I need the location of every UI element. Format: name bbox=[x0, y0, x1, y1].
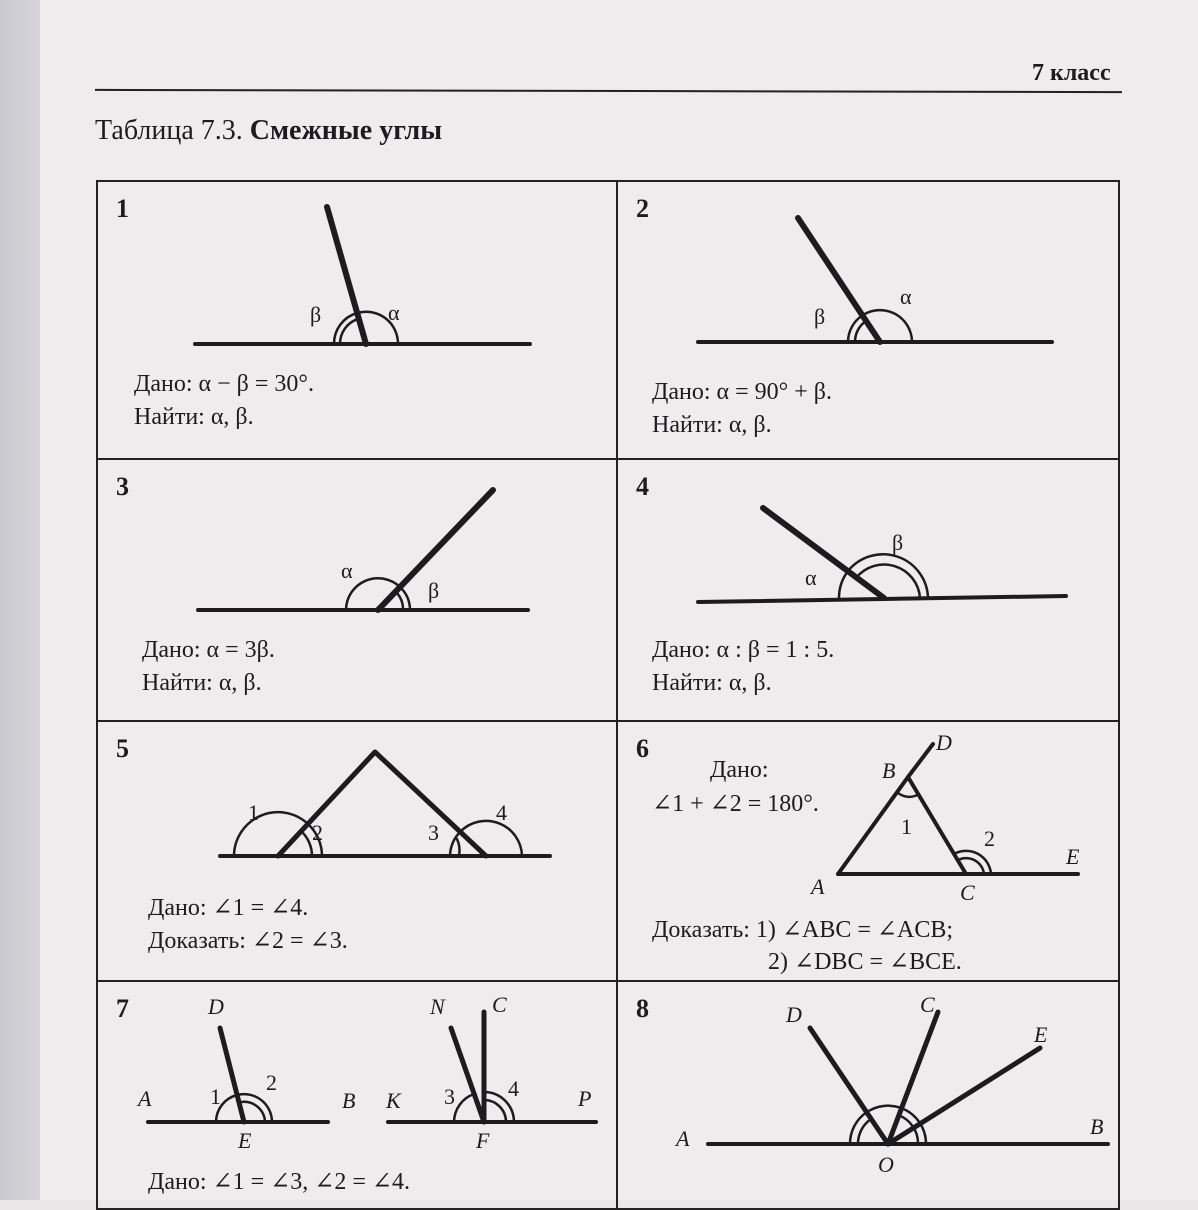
label-alpha: α bbox=[900, 284, 912, 309]
diagram-8 bbox=[618, 982, 1120, 1206]
label-4: 4 bbox=[508, 1076, 519, 1101]
label-K: K bbox=[386, 1088, 401, 1113]
label-2: 2 bbox=[312, 820, 323, 845]
angle-arc-3-inner bbox=[457, 839, 460, 856]
problem-number: 8 bbox=[636, 994, 649, 1023]
problem-1 bbox=[98, 182, 618, 460]
angle-arc-beta-inner bbox=[855, 321, 866, 342]
ray-BD bbox=[908, 744, 933, 777]
ray-OD bbox=[810, 1028, 888, 1144]
angle-arc-2-inner bbox=[301, 831, 312, 856]
label-beta: β bbox=[428, 578, 440, 603]
problem-text bbox=[148, 892, 348, 958]
label-E: E bbox=[1034, 1022, 1048, 1047]
task: Найти: α, β. bbox=[134, 404, 254, 430]
problem-text bbox=[134, 368, 314, 434]
problem-number: 5 bbox=[116, 734, 129, 763]
ray-OC bbox=[888, 1012, 938, 1144]
given-label: Дано: bbox=[710, 757, 769, 783]
label-D: D bbox=[208, 994, 224, 1019]
label-alpha: α bbox=[805, 565, 817, 590]
label-B: B bbox=[1090, 1114, 1104, 1139]
problem-number: 1 bbox=[116, 194, 129, 223]
label-B: B bbox=[342, 1088, 356, 1113]
label-1: 1 bbox=[210, 1084, 221, 1109]
problem-number: 4 bbox=[636, 472, 649, 501]
given: Дано: α = 90° + β. bbox=[652, 379, 832, 405]
label-C: C bbox=[960, 880, 975, 905]
angle-arc-alpha bbox=[839, 571, 848, 599]
label-O: O bbox=[878, 1152, 894, 1177]
problem-2 bbox=[618, 182, 1118, 460]
given: ∠1 + ∠2 = 180°. bbox=[652, 791, 819, 817]
problem-5 bbox=[98, 722, 618, 982]
label-P: P bbox=[578, 1086, 592, 1111]
label-E: E bbox=[1066, 844, 1080, 869]
ray-OE bbox=[888, 1048, 1040, 1144]
given: Дано: ∠1 = ∠3, ∠2 = ∠4. bbox=[148, 1169, 411, 1195]
problem-6 bbox=[618, 722, 1118, 982]
label-A: A bbox=[811, 874, 825, 899]
table-caption bbox=[95, 115, 442, 147]
label-alpha: α bbox=[388, 300, 400, 325]
label-D: D bbox=[786, 1002, 802, 1027]
problem-number: 2 bbox=[636, 194, 649, 223]
table-title: Смежные углы bbox=[249, 115, 443, 146]
label-A: A bbox=[676, 1126, 690, 1151]
problem-text bbox=[142, 634, 275, 700]
label-E: E bbox=[238, 1128, 252, 1153]
label-2: 2 bbox=[984, 826, 995, 851]
task: Найти: α, β. bbox=[652, 670, 772, 696]
problems-table bbox=[96, 180, 1120, 1210]
angle-arc-3 bbox=[454, 1094, 474, 1122]
problem-4 bbox=[618, 460, 1118, 722]
label-C: C bbox=[492, 992, 507, 1017]
angle-arc-AOD-inner bbox=[858, 1119, 871, 1144]
label-1: 1 bbox=[901, 814, 912, 839]
ray bbox=[327, 207, 366, 344]
given: Дано: α : β = 1 : 5. bbox=[652, 637, 835, 663]
task: Найти: α, β. bbox=[142, 670, 262, 696]
label-beta: β bbox=[892, 530, 904, 555]
problem-number: 3 bbox=[116, 472, 129, 501]
angle-arc-beta bbox=[848, 554, 928, 598]
label-3: 3 bbox=[444, 1084, 455, 1109]
problem-7 bbox=[98, 982, 618, 1208]
ray-FN bbox=[451, 1028, 484, 1122]
table-label: Таблица 7.3. bbox=[95, 115, 243, 146]
ray bbox=[798, 218, 880, 342]
label-3: 3 bbox=[428, 820, 439, 845]
label-B: B bbox=[882, 758, 896, 783]
grade-label: 7 класс bbox=[1032, 60, 1111, 86]
label-A: A bbox=[138, 1086, 152, 1111]
given: Дано: ∠1 = ∠4. bbox=[148, 895, 309, 921]
label-beta: β bbox=[310, 302, 322, 327]
task-2: 2) ∠DBC = ∠BCE. bbox=[768, 949, 962, 975]
label-beta: β bbox=[814, 304, 826, 329]
problem-number: 7 bbox=[116, 994, 129, 1023]
task: Найти: α, β. bbox=[652, 412, 772, 438]
label-2: 2 bbox=[266, 1070, 277, 1095]
task-1: Доказать: 1) ∠ABC = ∠ACB; bbox=[652, 917, 954, 943]
angle-arc-DOC bbox=[867, 1106, 901, 1112]
problem-3 bbox=[98, 460, 618, 722]
problem-8 bbox=[618, 982, 1118, 1208]
given: Дано: α = 3β. bbox=[142, 637, 275, 663]
angle-arc-4-inner bbox=[484, 1100, 506, 1122]
ray-ED bbox=[220, 1028, 244, 1122]
given: Дано: α − β = 30°. bbox=[134, 371, 314, 397]
task: Доказать: ∠2 = ∠3. bbox=[148, 928, 348, 954]
label-1: 1 bbox=[248, 800, 259, 825]
ray bbox=[763, 508, 884, 598]
problem-text bbox=[652, 634, 834, 700]
label-alpha: α bbox=[341, 558, 353, 583]
label-C: C bbox=[920, 992, 935, 1017]
label-4: 4 bbox=[496, 800, 507, 825]
label-D: D bbox=[936, 730, 952, 755]
angle-arc-beta-inner bbox=[396, 592, 403, 610]
label-N: N bbox=[430, 994, 445, 1019]
label-F: F bbox=[476, 1128, 490, 1153]
problem-number: 6 bbox=[636, 734, 649, 763]
problem-text bbox=[652, 376, 832, 442]
